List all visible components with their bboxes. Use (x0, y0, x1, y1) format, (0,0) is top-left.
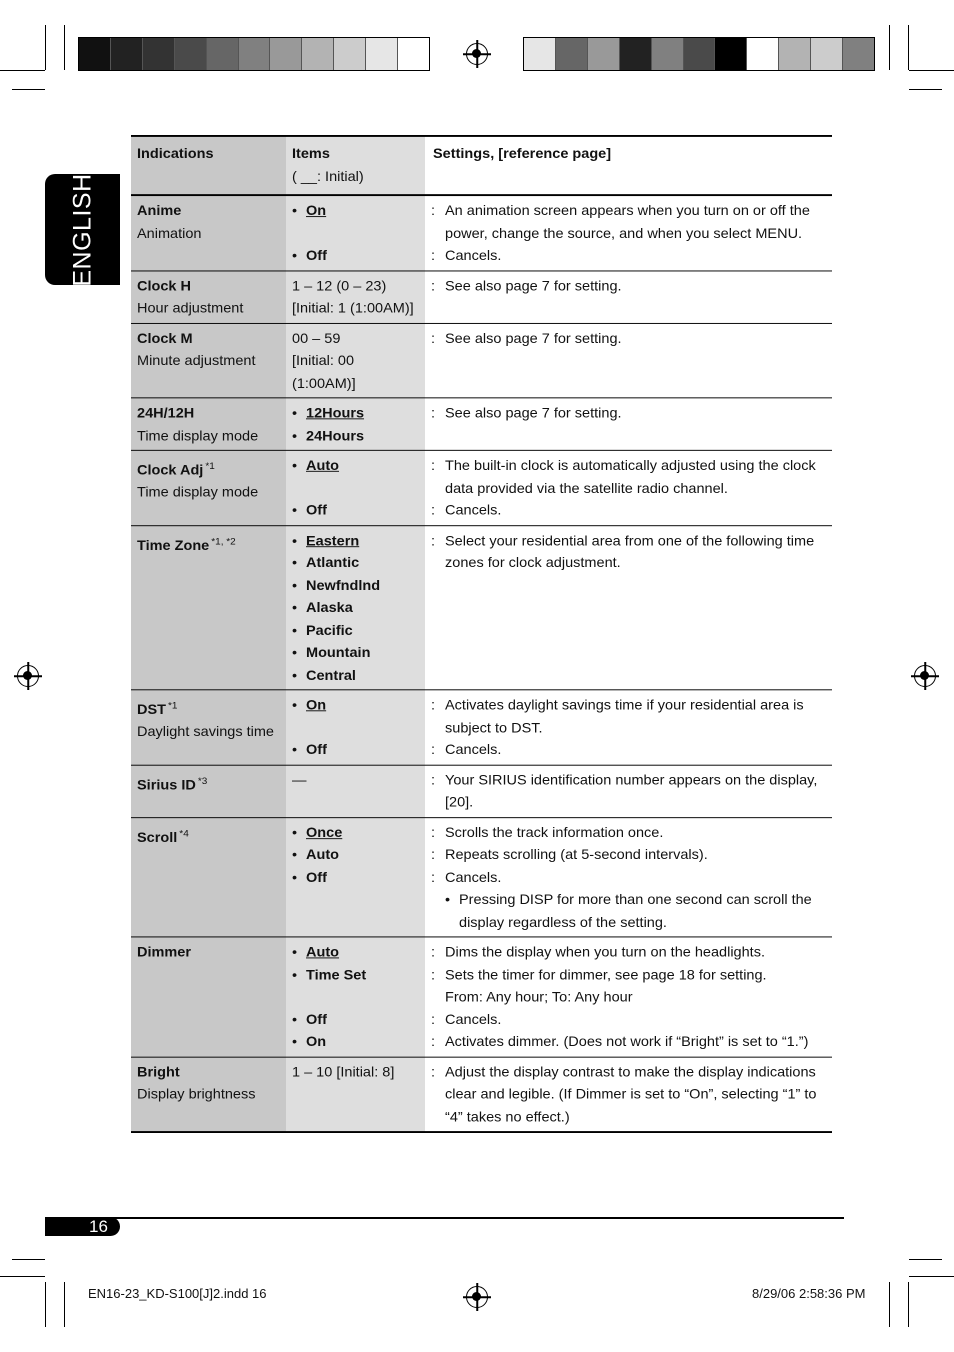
bullet-icon: • (292, 405, 298, 422)
page-number-badge (45, 1217, 120, 1236)
item-option (292, 530, 419, 552)
setting-text: Pressing DISP for more than one second can scroll the display regardless of the setting. (459, 892, 812, 931)
settings-cell (425, 270, 832, 322)
header-indications (131, 136, 286, 195)
bullet-icon: • (292, 645, 298, 661)
registration-mark-icon (466, 1286, 488, 1308)
setting-line (431, 246, 826, 268)
table-row (131, 398, 832, 450)
item-option (292, 553, 419, 575)
indication-name: Scroll (137, 829, 178, 846)
table-row (131, 270, 832, 322)
table-header-row (131, 136, 832, 195)
setting-line (431, 942, 826, 964)
item-option-label: Time Set (306, 967, 367, 983)
setting-line (431, 822, 826, 844)
indication-description: Hour adjustment (137, 301, 244, 317)
settings-cell (425, 765, 832, 817)
setting-line (431, 328, 826, 350)
settings-table (131, 135, 832, 1133)
crop-mark (45, 25, 46, 70)
crop-mark (889, 25, 890, 70)
page-number: 16 (89, 1217, 108, 1236)
colon-marker: : (431, 405, 436, 422)
spacer (292, 478, 419, 500)
item-option-initial: 12Hours (306, 405, 365, 422)
table-row (131, 525, 832, 690)
colon-marker: : (431, 697, 436, 714)
item-option (292, 665, 419, 687)
registration-mark-icon (914, 665, 936, 687)
items-cell (286, 690, 425, 765)
settings-cell (425, 937, 832, 1057)
item-option (292, 822, 419, 844)
item-option-label: Off (306, 870, 327, 886)
table-row (131, 323, 832, 398)
setting-text: Cancels. (445, 248, 502, 264)
items-cell (286, 525, 425, 690)
colon-marker: : (431, 772, 436, 789)
crop-mark (909, 1276, 954, 1277)
setting-line (431, 500, 826, 522)
settings-cell (425, 525, 832, 690)
indication-cell (131, 817, 286, 937)
indication-cell (131, 525, 286, 690)
crop-mark (45, 1282, 46, 1327)
setting-line (431, 201, 826, 246)
footnote-ref: *4 (179, 828, 189, 839)
indication-cell (131, 690, 286, 765)
setting-line (431, 740, 826, 762)
items-cell (286, 398, 425, 450)
settings-cell (425, 1057, 832, 1132)
table-row (131, 937, 832, 1057)
setting-line (431, 867, 826, 889)
item-option (292, 1032, 419, 1054)
footnote-ref: *3 (197, 775, 208, 787)
item-option-label: Newfndlnd (306, 578, 381, 594)
bullet-icon: • (292, 667, 298, 684)
colon-marker: : (431, 825, 436, 841)
item-option (292, 1009, 419, 1031)
setting-text: Cancels. (445, 742, 502, 759)
setting-text: See also page 7 for setting. (445, 278, 622, 294)
item-option-label: On (306, 1034, 327, 1050)
settings-cell (425, 398, 832, 450)
colon-marker: : (431, 1064, 436, 1081)
colon-marker: : (431, 967, 436, 983)
bullet-icon: • (292, 945, 298, 961)
colon-marker: : (431, 203, 436, 219)
item-option-label: Off (306, 248, 327, 264)
indication-cell (131, 398, 286, 450)
colon-marker: : (431, 248, 436, 264)
setting-text: See also page 7 for setting. (445, 331, 622, 347)
item-option-label: Alaska (306, 600, 353, 616)
calibration-bar-left (78, 37, 430, 71)
crop-mark (909, 1259, 942, 1260)
settings-cell (425, 323, 832, 398)
bullet-icon: • (292, 742, 298, 759)
bullet-icon: • (292, 697, 298, 714)
colon-marker: : (431, 870, 436, 886)
setting-line (431, 456, 826, 501)
indication-description: Animation (137, 226, 202, 242)
items-cell (286, 765, 425, 817)
crop-mark (12, 1259, 45, 1260)
item-option-label: 24Hours (306, 428, 365, 444)
footnote-ref: *1, *2 (211, 536, 236, 547)
bullet-icon: • (292, 248, 298, 264)
item-option (292, 620, 419, 642)
header-indications-label: Indications (137, 146, 214, 162)
colon-marker: : (431, 847, 436, 863)
crop-mark (889, 1282, 890, 1327)
crop-mark (909, 89, 942, 90)
items-cell (286, 937, 425, 1057)
setting-line (431, 1032, 826, 1054)
items-cell (286, 270, 425, 322)
spacer (292, 223, 419, 245)
slug-file: EN16-23_KD-S100[J]2.indd 16 (88, 1286, 267, 1301)
item-option-initial: On (306, 697, 327, 714)
indication-name: Anime (137, 203, 182, 219)
language-tab-label: ENGLISH (68, 172, 96, 287)
indication-name: Time Zone (137, 537, 210, 554)
indication-name: 24H/12H (137, 405, 195, 422)
table-row (131, 817, 832, 937)
item-option (292, 426, 419, 448)
setting-text: Activates daylight savings time if your residential area is subject to DST. (445, 697, 804, 736)
item-option-label: Atlantic (306, 555, 360, 572)
registration-mark-icon (466, 43, 488, 65)
footnote-ref: *1 (168, 700, 178, 712)
crop-mark (0, 1276, 45, 1277)
indication-description: Display brightness (137, 1087, 256, 1103)
indication-name: DST (137, 702, 166, 718)
table-row (131, 195, 832, 270)
setting-line (431, 987, 826, 1009)
item-option-label: Pacific (306, 623, 353, 639)
colon-marker: : (431, 503, 436, 519)
colon-marker: : (431, 278, 436, 294)
bullet-icon: • (292, 1034, 298, 1050)
table-row (131, 690, 832, 765)
items-cell (286, 1057, 425, 1132)
crop-mark (909, 70, 954, 71)
table-row (131, 1057, 832, 1132)
setting-line (431, 1062, 826, 1129)
indication-cell (131, 270, 286, 322)
item-option-label: Mountain (306, 645, 371, 661)
bullet-icon: • (445, 892, 451, 908)
crop-mark (908, 1282, 909, 1327)
bullet-icon: • (292, 533, 298, 549)
item-option-initial: Auto (306, 945, 340, 961)
bullet-icon: • (292, 555, 298, 572)
item-option-initial: On (306, 203, 327, 219)
item-option (292, 403, 419, 425)
setting-line (431, 890, 826, 935)
item-range: 00 – 59 (292, 331, 341, 347)
colon-marker: : (431, 533, 436, 549)
table-row (131, 765, 832, 817)
setting-line (431, 695, 826, 740)
bullet-icon: • (292, 428, 298, 444)
item-range: — (292, 772, 307, 789)
item-option (292, 246, 419, 268)
indication-name: Clock Adj (137, 463, 204, 479)
setting-line (431, 1009, 826, 1031)
setting-line (431, 965, 826, 987)
indication-cell (131, 195, 286, 270)
bullet-icon: • (292, 825, 298, 841)
item-option (292, 965, 419, 987)
item-option (292, 575, 419, 597)
bullet-icon: • (292, 203, 298, 219)
setting-line (431, 403, 826, 425)
bullet-icon: • (292, 578, 298, 594)
spacer (292, 987, 419, 1009)
setting-text: Cancels. (445, 503, 502, 519)
registration-mark-icon (17, 665, 39, 687)
indication-cell (131, 765, 286, 817)
items-cell (286, 817, 425, 937)
items-cell (286, 323, 425, 398)
item-option-label: Central (306, 667, 356, 684)
bullet-icon: • (292, 600, 298, 616)
item-option (292, 598, 419, 620)
item-option-initial: Once (306, 825, 343, 841)
setting-text: Select your residential area from one of the following time zones for clock adjustment. (445, 533, 815, 572)
item-option (292, 456, 419, 478)
footer-rule (45, 1217, 844, 1219)
bullet-icon: • (292, 458, 298, 474)
setting-line (431, 845, 826, 867)
setting-text: Sets the timer for dimmer, see page 18 for setting. (445, 967, 767, 983)
item-option (292, 942, 419, 964)
bullet-icon: • (292, 967, 298, 983)
setting-text: The built-in clock is automatically adjusted using the clock data provided via the satellite radio channel. (445, 458, 816, 497)
spacer (292, 717, 419, 739)
setting-text: From: Any hour; To: Any hour (445, 989, 633, 1006)
item-range: [Initial: 00 (1:00AM)] (292, 353, 356, 392)
crop-mark (12, 89, 45, 90)
indication-name: Dimmer (137, 945, 191, 961)
slug-date: 8/29/06 2:58:36 PM (752, 1286, 866, 1301)
indication-description: Daylight savings time (137, 724, 274, 741)
header-settings-label: Settings, [reference page] (433, 146, 612, 162)
indication-cell (131, 1057, 286, 1132)
item-option-label: Off (306, 503, 327, 519)
item-option-initial: Eastern (306, 533, 360, 549)
indication-description: Time display mode (137, 428, 259, 444)
indication-name: Sirius ID (137, 777, 196, 793)
colon-marker: : (431, 1034, 436, 1050)
bullet-icon: • (292, 623, 298, 639)
item-option (292, 643, 419, 665)
setting-text: Cancels. (445, 870, 502, 886)
footnote-ref: *1 (205, 461, 215, 472)
item-range: 1 – 10 [Initial: 8] (292, 1064, 395, 1081)
indication-description: Minute adjustment (137, 353, 256, 369)
bullet-icon: • (292, 870, 298, 886)
item-option (292, 695, 419, 717)
settings-cell (425, 450, 832, 525)
header-settings (425, 136, 832, 195)
item-option (292, 867, 419, 889)
setting-text: Cancels. (445, 1012, 502, 1028)
setting-line (431, 276, 826, 298)
setting-text: Repeats scrolling (at 5-second intervals). (445, 847, 708, 863)
setting-text: Adjust the display contrast to make the display indications clear and legible. (If Dimmer is set to “On”, selecting “1” to “4” takes no effect.) (445, 1064, 817, 1125)
setting-text: Activates dimmer. (Does not work if “Bright” is set to “1.”) (445, 1034, 809, 1050)
colon-marker: : (431, 945, 436, 961)
item-option (292, 845, 419, 867)
item-option (292, 500, 419, 522)
crop-mark (64, 1282, 65, 1327)
setting-text: Scrolls the track information once. (445, 825, 664, 841)
indication-cell (131, 937, 286, 1057)
header-items-label: Items (292, 146, 330, 162)
bullet-icon: • (292, 503, 298, 519)
indication-name: Bright (137, 1064, 180, 1081)
items-cell (286, 450, 425, 525)
indication-cell (131, 450, 286, 525)
settings-cell (425, 690, 832, 765)
calibration-bar-right (523, 37, 875, 71)
colon-marker: : (431, 1012, 436, 1028)
item-option-label: Off (306, 742, 327, 759)
setting-text: Your SIRIUS identification number appears on the display, [20]. (445, 772, 818, 811)
crop-mark (64, 25, 65, 70)
colon-marker: : (431, 331, 436, 347)
item-option-initial: Auto (306, 458, 340, 474)
item-option-label: Auto (306, 847, 340, 863)
setting-text: An animation screen appears when you turn on or off the power, change the source, and when you select MENU. (445, 203, 810, 242)
item-option (292, 201, 419, 223)
indication-name: Clock H (137, 278, 191, 294)
item-range: [Initial: 1 (1:00AM)] (292, 301, 414, 317)
item-option-label: Off (306, 1012, 327, 1028)
colon-marker: : (431, 458, 436, 474)
colon-marker: : (431, 742, 436, 759)
colon-marker (431, 987, 445, 1009)
table-row (131, 450, 832, 525)
items-cell (286, 195, 425, 270)
setting-line (431, 530, 826, 575)
bullet-icon: • (292, 847, 298, 863)
header-items-note: ( __: Initial) (292, 168, 364, 185)
setting-line (431, 770, 826, 815)
setting-text: See also page 7 for setting. (445, 405, 622, 422)
bullet-icon: • (292, 1012, 298, 1028)
item-option (292, 740, 419, 762)
indication-name: Clock M (137, 331, 193, 347)
settings-cell (425, 195, 832, 270)
indication-description: Time display mode (137, 485, 259, 501)
indication-cell (131, 323, 286, 398)
item-range: 1 – 12 (0 – 23) (292, 278, 387, 294)
crop-mark (0, 70, 45, 71)
language-tab (45, 174, 120, 285)
crop-mark (908, 25, 909, 70)
settings-cell (425, 817, 832, 937)
setting-text: Dims the display when you turn on the headlights. (445, 945, 765, 961)
header-items (286, 136, 425, 195)
